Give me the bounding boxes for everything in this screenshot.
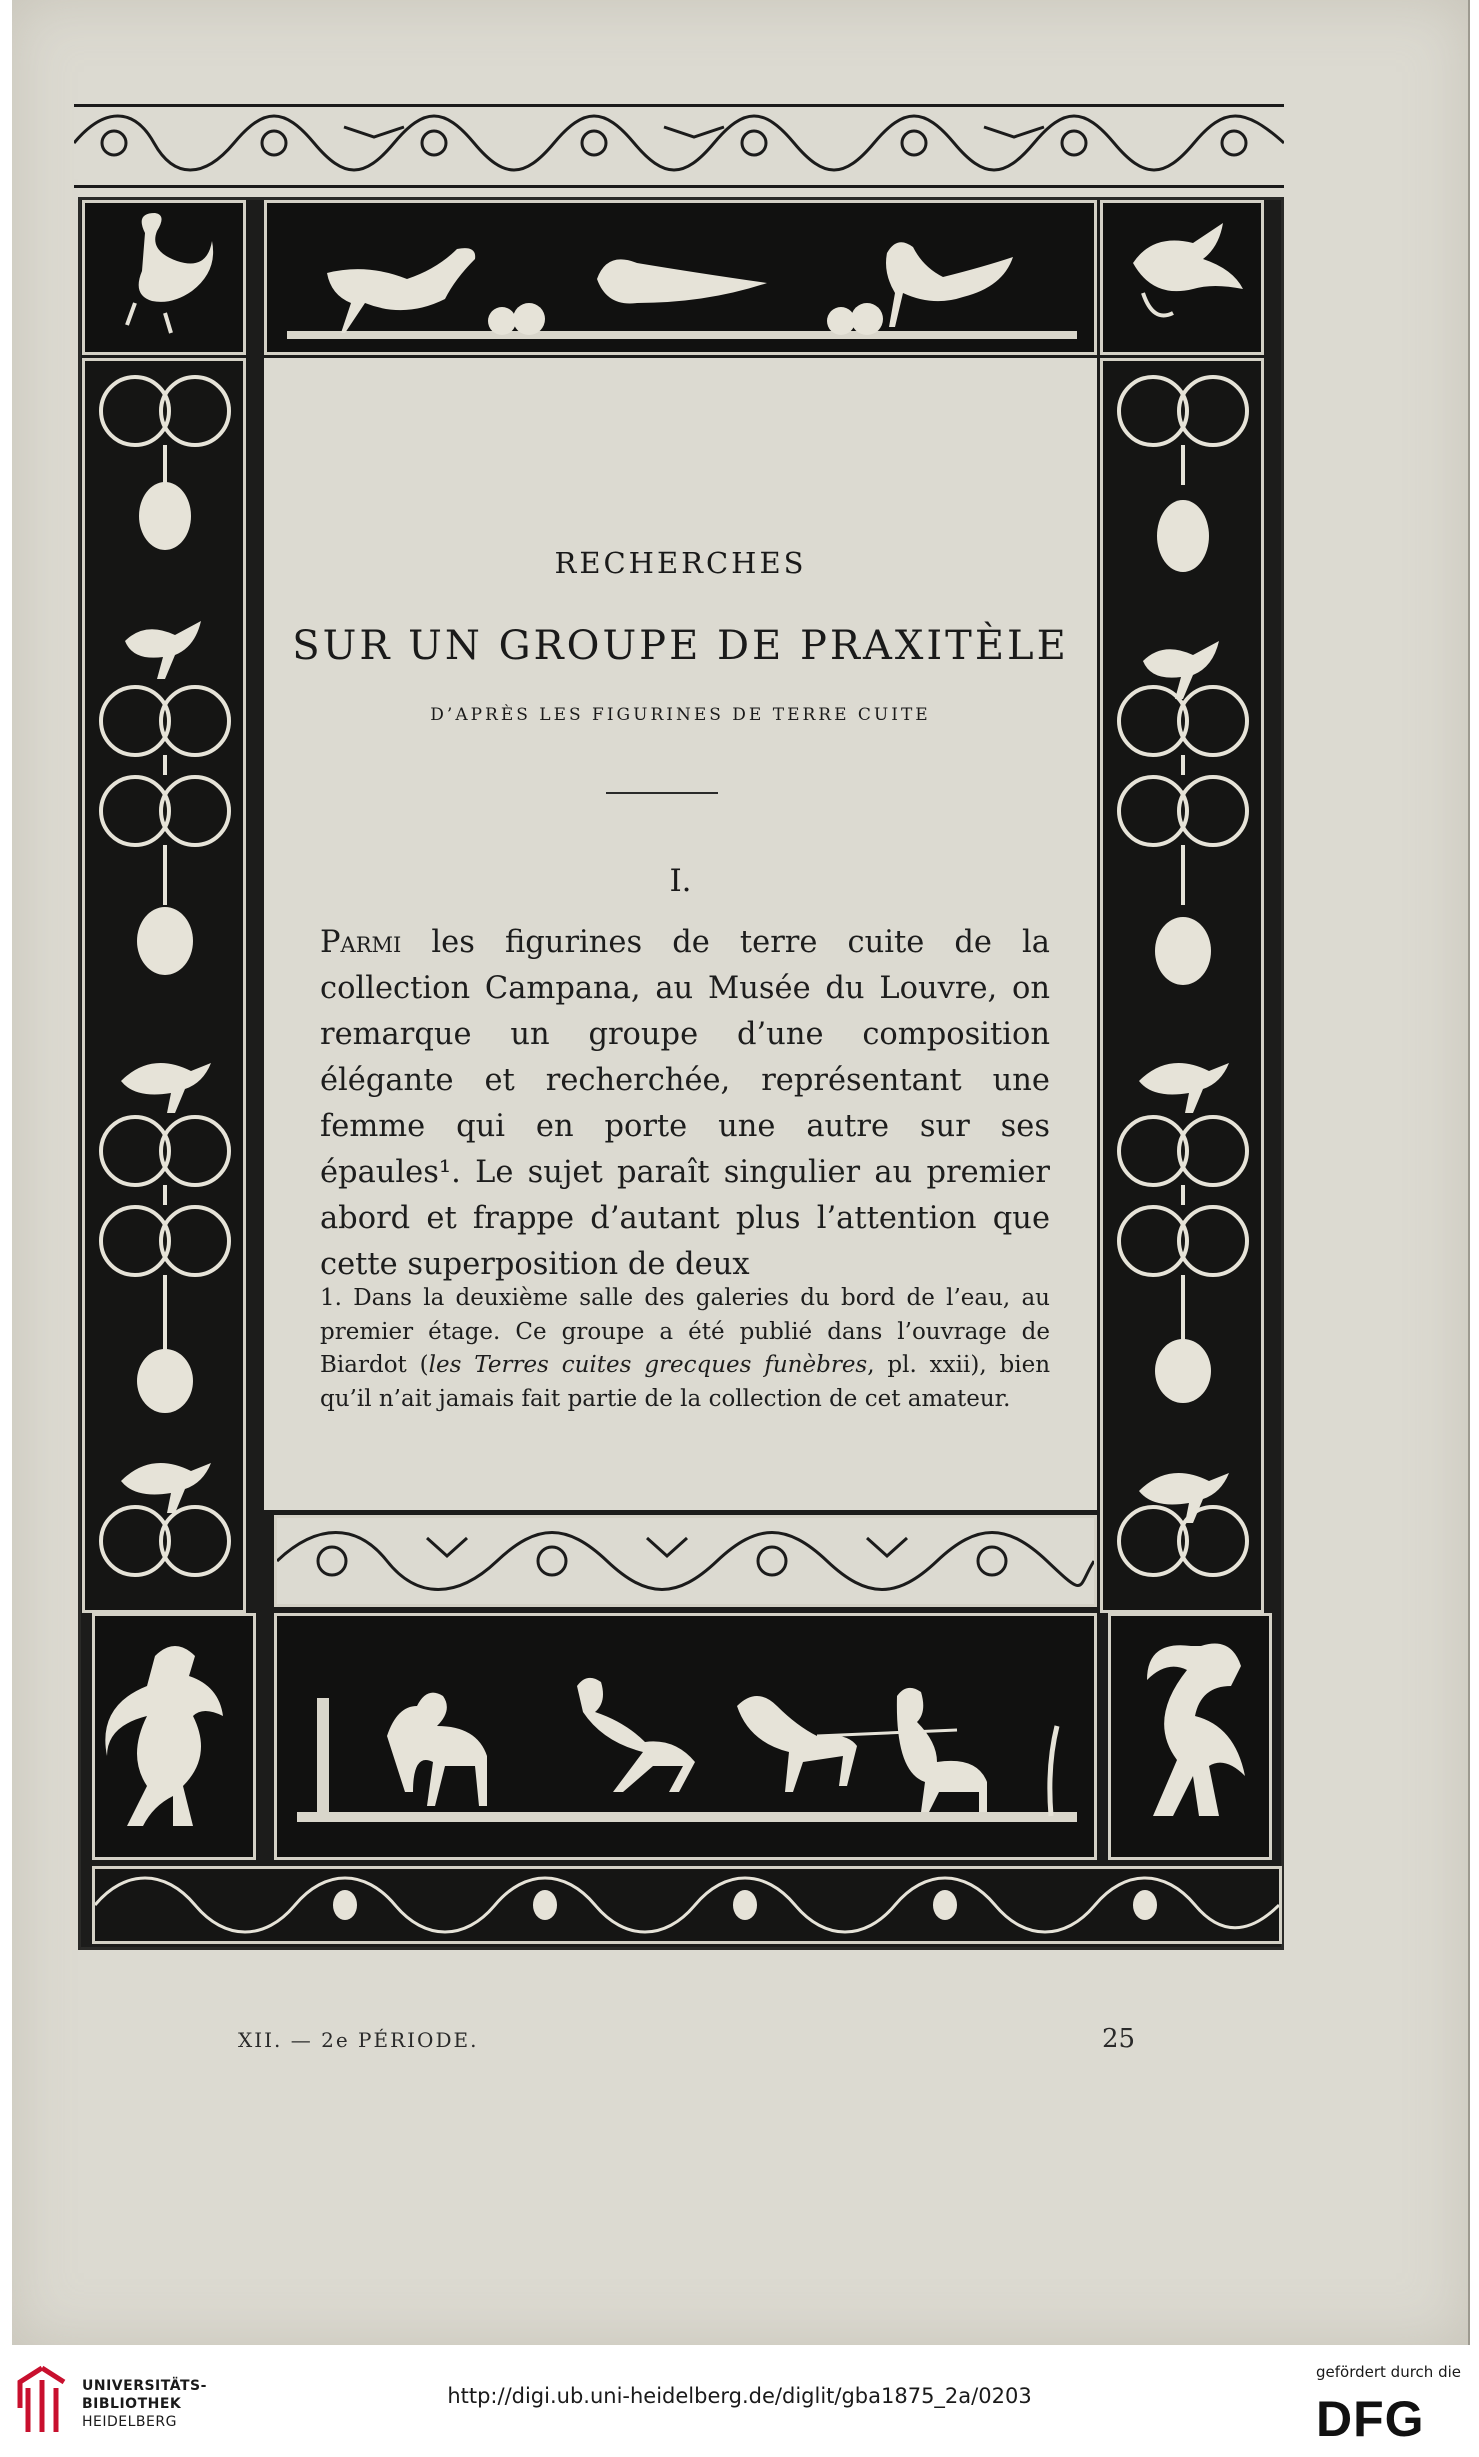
centaurs-panel: [274, 1613, 1097, 1860]
bottom-ornamental-frieze: [92, 1866, 1282, 1944]
griffin-corner-panel-right: [1108, 1613, 1272, 1860]
page-number: 25: [1102, 2024, 1136, 2054]
top-ornamental-frieze: [74, 104, 1284, 188]
article-subtitle: D’APRÈS LES FIGURINES DE TERRE CUITE: [430, 705, 931, 725]
footnote-text-end: , pl. xxii), bien qu’il n’ait jamais fait partie de la collection de cet amateur.: [320, 1352, 1051, 1412]
institution-line-3: HEIDELBERG: [82, 2414, 177, 2430]
body-text-rest: les figurines de terre cuite de la collection Campana, au Musée du Louvre, on remarque un groupe d’une composition élégante et recherchée, représentant une femme qui en porte une autre sur ses épaules¹. Le sujet paraît singulier au premier abord et frappe d’autant plus l’attention que cette superposition de deux: [320, 925, 1050, 1282]
permalink-url[interactable]: http://digi.ub.uni-heidelberg.de/diglit/gba1875_2a/0203: [447, 2384, 1032, 2408]
middle-ornamental-frieze: [274, 1515, 1097, 1607]
institution-line-2: BIBLIOTHEK: [82, 2396, 182, 2412]
right-ornamental-column: [1100, 358, 1264, 1613]
section-number: I.: [669, 863, 692, 899]
body-paragraph: [320, 920, 1050, 1288]
running-footer-left: XII. — 2e PÉRIODE.: [238, 2028, 479, 2052]
footnote: [320, 1282, 1050, 1416]
footnote-book-title: les Terres cuites grecques funèbres: [428, 1352, 868, 1378]
griffin-corner-panel-left: [92, 1613, 256, 1860]
institution-line-1: UNIVERSITÄTS-: [82, 2378, 207, 2394]
bird-corner-panel: [1100, 200, 1264, 355]
footnote-text-start: 1. Dans la deuxième salle des galeries du bord de l’eau, au premier étage. Ce groupe a été publié dans l’ouvrage de Biardot (: [320, 1285, 1050, 1378]
sponsor-label: gefördert durch die: [1316, 2363, 1461, 2381]
article-title: SUR UN GROUPE DE PRAXITÈLE: [292, 623, 1069, 669]
left-ornamental-column: [82, 358, 246, 1613]
article-heading: RECHERCHES: [554, 546, 807, 580]
article-text-area: [264, 358, 1097, 1510]
body-first-word: Parmi: [320, 925, 402, 960]
birds-panel: [264, 200, 1097, 355]
title-rule: [606, 792, 718, 794]
dfg-logo: DFG: [1316, 2391, 1425, 2447]
swan-corner-panel: [82, 200, 246, 355]
